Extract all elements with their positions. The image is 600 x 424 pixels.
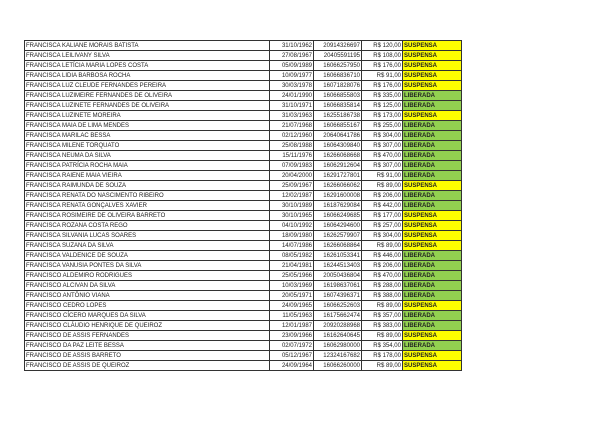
id-number-cell: 16244513403: [314, 261, 362, 271]
birthdate-cell: 15/11/1976: [270, 151, 314, 161]
table-row: [25, 321, 462, 331]
birthdate-cell: 31/10/1962: [270, 41, 314, 51]
value-cell: R$ 120,00: [362, 41, 403, 51]
status-badge: SUSPENSA: [403, 301, 462, 311]
id-number-cell: 16066252603: [314, 301, 362, 311]
status-badge: LIBERADA: [403, 171, 462, 181]
table-row: [25, 331, 462, 341]
name-cell: FRANCISCA VALDENICE DE SOUZA: [25, 251, 270, 261]
status-badge: SUSPENSA: [403, 211, 462, 221]
birthdate-cell: 21/04/1981: [270, 261, 314, 271]
value-cell: R$ 125,00: [362, 101, 403, 111]
birthdate-cell: 05/09/1989: [270, 61, 314, 71]
id-number-cell: 16062980000: [314, 341, 362, 351]
table-row: [25, 261, 462, 271]
status-badge: SUSPENSA: [403, 111, 462, 121]
id-number-cell: 20914326697: [314, 41, 362, 51]
value-cell: R$ 257,00: [362, 221, 403, 231]
value-cell: R$ 178,00: [362, 351, 403, 361]
birthdate-cell: 25/08/1988: [270, 141, 314, 151]
name-cell: FRANCISCA LUZIMEIRE FERNANDES DE OLIVEIRA: [25, 91, 270, 101]
table-row: [25, 291, 462, 301]
birthdate-cell: 02/12/1960: [270, 131, 314, 141]
name-cell: FRANCISCO ALDEMIRO RODRIGUES: [25, 271, 270, 281]
name-cell: FRANCISCA ROSIMEIRE DE OLIVEIRA BARRETO: [25, 211, 270, 221]
name-cell: FRANCISCA RAIMUNDA DE SOUZA: [25, 181, 270, 191]
table-body: [25, 41, 462, 371]
status-badge: SUSPENSA: [403, 221, 462, 231]
birthdate-cell: 25/05/1966: [270, 271, 314, 281]
name-cell: FRANCISCO DE ASSIS FERNANDES: [25, 331, 270, 341]
table-row: [25, 311, 462, 321]
name-cell: FRANCISCA LETÍCIA MARIA LOPES COSTA: [25, 61, 270, 71]
value-cell: R$ 177,00: [362, 211, 403, 221]
status-badge: SUSPENSA: [403, 181, 462, 191]
value-cell: R$ 173,00: [362, 111, 403, 121]
status-badge: SUSPENSA: [403, 61, 462, 71]
id-number-cell: 16266066062: [314, 181, 362, 191]
table-row: [25, 151, 462, 161]
table-row: [25, 231, 462, 241]
table-row: [25, 361, 462, 371]
status-badge: LIBERADA: [403, 101, 462, 111]
value-cell: R$ 108,00: [362, 51, 403, 61]
name-cell: FRANCISCO DA PAZ LEITE BESSA: [25, 341, 270, 351]
id-number-cell: 16255186738: [314, 111, 362, 121]
birthdate-cell: 24/09/1965: [270, 301, 314, 311]
table-row: [25, 141, 462, 151]
table-row: [25, 341, 462, 351]
name-cell: FRANCISCA RENATA DO NASCIMENTO RIBEIRO: [25, 191, 270, 201]
birthdate-cell: 23/09/1966: [270, 331, 314, 341]
table-row: [25, 351, 462, 361]
status-badge: LIBERADA: [403, 251, 462, 261]
table-row: [25, 161, 462, 171]
id-number-cell: 16064309840: [314, 141, 362, 151]
value-cell: R$ 89,00: [362, 181, 403, 191]
name-cell: FRANCISCA RENATA GONÇALVES XAVIER: [25, 201, 270, 211]
name-cell: FRANCISCA VANUSIA PONTES DA SILVA: [25, 261, 270, 271]
birthdate-cell: 12/02/1987: [270, 191, 314, 201]
id-number-cell: 16266068668: [314, 151, 362, 161]
value-cell: R$ 442,00: [362, 201, 403, 211]
table-row: [25, 131, 462, 141]
birthdate-cell: 21/07/1968: [270, 121, 314, 131]
table-row: [25, 101, 462, 111]
status-badge: LIBERADA: [403, 91, 462, 101]
birthdate-cell: 24/01/1990: [270, 91, 314, 101]
value-cell: R$ 89,00: [362, 241, 403, 251]
id-number-cell: 16071828076: [314, 81, 362, 91]
table-row: [25, 71, 462, 81]
value-cell: R$ 91,00: [362, 171, 403, 181]
birthdate-cell: 14/07/1986: [270, 241, 314, 251]
name-cell: FRANCISCA KALIANE MORAIS BATISTA: [25, 41, 270, 51]
birthdate-cell: 18/09/1980: [270, 231, 314, 241]
birthdate-cell: 27/08/1967: [270, 51, 314, 61]
table-row: [25, 111, 462, 121]
id-number-cell: 16262579907: [314, 231, 362, 241]
name-cell: FRANCISCO ALCIVAN DA SILVA: [25, 281, 270, 291]
birthdate-cell: 10/09/1977: [270, 71, 314, 81]
status-badge: SUSPENSA: [403, 361, 462, 371]
value-cell: R$ 89,00: [362, 301, 403, 311]
table-row: [25, 201, 462, 211]
name-cell: FRANCISCA LUZINETE FERNANDES DE OLIVEIRA: [25, 101, 270, 111]
value-cell: R$ 470,00: [362, 151, 403, 161]
value-cell: R$ 307,00: [362, 141, 403, 151]
status-badge: SUSPENSA: [403, 81, 462, 91]
name-cell: FRANCISCA MILENE TORQUATO: [25, 141, 270, 151]
status-badge: LIBERADA: [403, 281, 462, 291]
id-number-cell: 16266068864: [314, 241, 362, 251]
status-badge: SUSPENSA: [403, 41, 462, 51]
value-cell: R$ 354,00: [362, 341, 403, 351]
table-row: [25, 41, 462, 51]
table-row: [25, 221, 462, 231]
id-number-cell: 16066257950: [314, 61, 362, 71]
value-cell: R$ 89,00: [362, 331, 403, 341]
status-badge: LIBERADA: [403, 151, 462, 161]
id-number-cell: 16291600008: [314, 191, 362, 201]
birthdate-cell: 02/07/1972: [270, 341, 314, 351]
birthdate-cell: 30/10/1989: [270, 201, 314, 211]
table-row: [25, 271, 462, 281]
birthdate-cell: 30/03/1978: [270, 81, 314, 91]
id-number-cell: 16187629084: [314, 201, 362, 211]
status-badge: LIBERADA: [403, 131, 462, 141]
status-badge: SUSPENSA: [403, 231, 462, 241]
id-number-cell: 12324167682: [314, 351, 362, 361]
birthdate-cell: 30/10/1965: [270, 211, 314, 221]
id-number-cell: 20405591195: [314, 51, 362, 61]
name-cell: FRANCISCA LUZINETE MOREIRA: [25, 111, 270, 121]
status-badge: SUSPENSA: [403, 241, 462, 251]
table-row: [25, 51, 462, 61]
birthdate-cell: 24/09/1964: [270, 361, 314, 371]
birthdate-cell: 04/10/1992: [270, 221, 314, 231]
value-cell: R$ 255,00: [362, 121, 403, 131]
birthdate-cell: 31/03/1963: [270, 111, 314, 121]
name-cell: FRANCISCA LUZ CLEUDE FERNANDES PEREIRA: [25, 81, 270, 91]
name-cell: FRANCISCA ROZANA COSTA REGO: [25, 221, 270, 231]
birthdate-cell: 07/09/1983: [270, 161, 314, 171]
name-cell: FRANCISCA PATRÍCIA ROCHA MAIA: [25, 161, 270, 171]
id-number-cell: 16066836710: [314, 71, 362, 81]
status-badge: LIBERADA: [403, 291, 462, 301]
value-cell: R$ 335,00: [362, 91, 403, 101]
id-number-cell: 20920288968: [314, 321, 362, 331]
id-number-cell: 16291727801: [314, 171, 362, 181]
name-cell: FRANCISCA MARILAC BESSA: [25, 131, 270, 141]
name-cell: FRANCISCA MAIA DE LIMA MENDES: [25, 121, 270, 131]
value-cell: R$ 176,00: [362, 61, 403, 71]
id-number-cell: 16261053341: [314, 251, 362, 261]
status-badge: SUSPENSA: [403, 71, 462, 81]
value-cell: R$ 89,00: [362, 361, 403, 371]
table-row: [25, 81, 462, 91]
status-badge: LIBERADA: [403, 141, 462, 151]
status-badge: LIBERADA: [403, 161, 462, 171]
id-number-cell: 16162640645: [314, 331, 362, 341]
value-cell: R$ 304,00: [362, 231, 403, 241]
name-cell: FRANCISCO CLÁUDIO HENRIQUE DE QUEIROZ: [25, 321, 270, 331]
id-number-cell: 16066260000: [314, 361, 362, 371]
table-row: [25, 191, 462, 201]
name-cell: FRANCISCA SUZANA DA SILVA: [25, 241, 270, 251]
name-cell: FRANCISCA RAIENE MAIA VIEIRA: [25, 171, 270, 181]
id-number-cell: 16066835814: [314, 101, 362, 111]
table-row: [25, 211, 462, 221]
name-cell: FRANCISCA SILVANIA LUCAS SOARES: [25, 231, 270, 241]
name-cell: FRANCISCA LEILIVANY SILVA: [25, 51, 270, 61]
status-badge: LIBERADA: [403, 341, 462, 351]
name-cell: FRANCISCO DE ASSIS BARRETO: [25, 351, 270, 361]
birthdate-cell: 20/04/2000: [270, 171, 314, 181]
status-badge: SUSPENSA: [403, 351, 462, 361]
birthdate-cell: 10/03/1969: [270, 281, 314, 291]
value-cell: R$ 91,00: [362, 71, 403, 81]
birthdate-cell: 08/05/1982: [270, 251, 314, 261]
status-badge: LIBERADA: [403, 121, 462, 131]
id-number-cell: 16198637061: [314, 281, 362, 291]
status-badge: SUSPENSA: [403, 331, 462, 341]
table-row: [25, 121, 462, 131]
name-cell: FRANCISCA LIDIA BARBOSA ROCHA: [25, 71, 270, 81]
id-number-cell: 16066855803: [314, 91, 362, 101]
table-row: [25, 91, 462, 101]
id-number-cell: 16175662474: [314, 311, 362, 321]
value-cell: R$ 206,00: [362, 191, 403, 201]
table-row: [25, 281, 462, 291]
status-badge: LIBERADA: [403, 321, 462, 331]
birthdate-cell: 20/05/1971: [270, 291, 314, 301]
status-badge: LIBERADA: [403, 261, 462, 271]
id-number-cell: 16062912604: [314, 161, 362, 171]
value-cell: R$ 388,00: [362, 291, 403, 301]
id-number-cell: 20050436804: [314, 271, 362, 281]
name-cell: FRANCISCO DE ASSIS DE QUEIROZ: [25, 361, 270, 371]
name-cell: FRANCISCA NEUMA DA SILVA: [25, 151, 270, 161]
status-badge: LIBERADA: [403, 191, 462, 201]
table-row: [25, 171, 462, 181]
id-number-cell: 16064294600: [314, 221, 362, 231]
value-cell: R$ 307,00: [362, 161, 403, 171]
id-number-cell: 16066249685: [314, 211, 362, 221]
value-cell: R$ 383,00: [362, 321, 403, 331]
value-cell: R$ 357,00: [362, 311, 403, 321]
table-row: [25, 251, 462, 261]
id-number-cell: 16074396371: [314, 291, 362, 301]
table-row: [25, 241, 462, 251]
birthdate-cell: 31/10/1971: [270, 101, 314, 111]
table-row: [25, 181, 462, 191]
value-cell: R$ 206,00: [362, 261, 403, 271]
spreadsheet-table: [24, 40, 462, 371]
name-cell: FRANCISCO CÍCERO MARQUES DA SILVA: [25, 311, 270, 321]
status-badge: SUSPENSA: [403, 51, 462, 61]
birthdate-cell: 12/01/1987: [270, 321, 314, 331]
birthdate-cell: 05/12/1967: [270, 351, 314, 361]
table-row: [25, 61, 462, 71]
id-number-cell: 20640641786: [314, 131, 362, 141]
value-cell: R$ 470,00: [362, 271, 403, 281]
value-cell: R$ 304,00: [362, 131, 403, 141]
value-cell: R$ 446,00: [362, 251, 403, 261]
id-number-cell: 16066855167: [314, 121, 362, 131]
name-cell: FRANCISCO CEDRO LOPES: [25, 301, 270, 311]
birthdate-cell: 25/09/1967: [270, 181, 314, 191]
value-cell: R$ 176,00: [362, 81, 403, 91]
table-row: [25, 301, 462, 311]
name-cell: FRANCISCO ANTÔNIO VIANA: [25, 291, 270, 301]
status-badge: LIBERADA: [403, 201, 462, 211]
status-badge: LIBERADA: [403, 311, 462, 321]
value-cell: R$ 288,00: [362, 281, 403, 291]
birthdate-cell: 11/05/1963: [270, 311, 314, 321]
status-badge: LIBERADA: [403, 271, 462, 281]
